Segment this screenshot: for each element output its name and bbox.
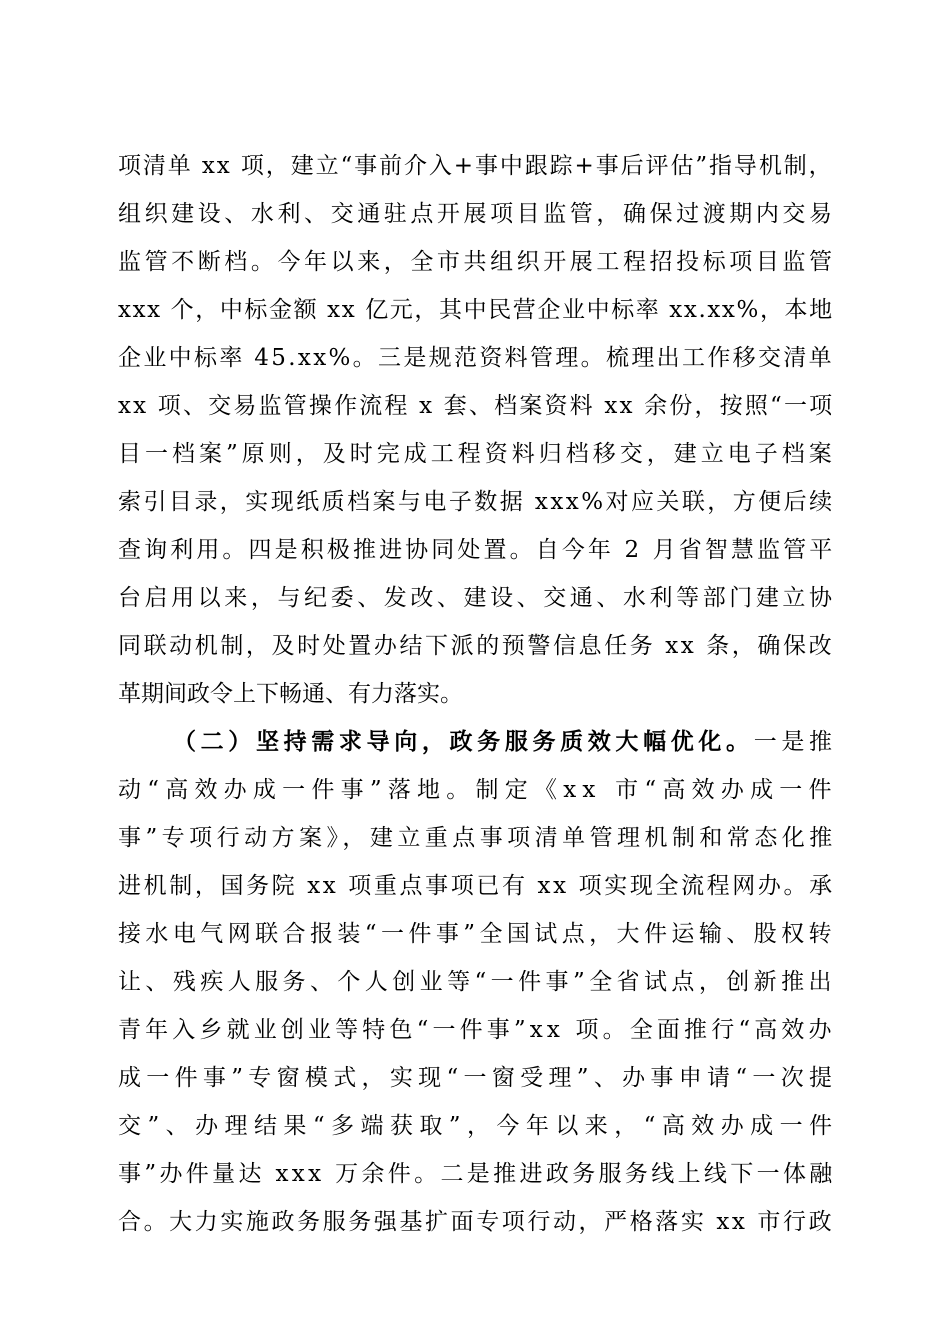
paragraph-line: 组织建设、水利、交通驻点开展项目监管，确保过渡期内交易 (118, 201, 836, 227)
paragraph-line: 事”办件量达 xxx 万余件。二是推进政务服务线上线下一体融 (118, 1161, 836, 1187)
paragraph-line: 交”、办理结果“多端获取”，今年以来，“高效办成一件 (118, 1113, 839, 1139)
paragraph-line: xx 项、交易监管操作流程 x 套、档案资料 xx 余份，按照“一项 (118, 393, 835, 419)
paragraph-line: 监管不断档。今年以来，全市共组织开展工程招投标项目监管 (118, 249, 836, 275)
paragraph-line: 接水电气网联合报装“一件事”全国试点，大件运输、股权转 (118, 921, 836, 947)
paragraph-line: 革期间政令上下畅通、有力落实。 (118, 681, 463, 707)
document-body (118, 142, 839, 1246)
paragraph-line: 进机制，国务院 xx 项重点事项已有 xx 项实现全流程网办。承 (118, 873, 835, 899)
paragraph-line: 同联动机制，及时处置办结下派的预警信息任务 xx 条，确保改 (118, 633, 835, 659)
paragraph-line: 动“高效办成一件事”落地。制定《xx 市“高效办成一件 (118, 777, 838, 803)
paragraph-line: 企业中标率 45.xx%。三是规范资料管理。梳理出工作移交清单 (118, 345, 835, 371)
paragraph-line: 查询利用。四是积极推进协同处置。自今年 2 月省智慧监管平 (118, 537, 836, 563)
paragraph-line: 索引目录，实现纸质档案与电子数据 xxx%对应关联，方便后续 (118, 489, 835, 515)
paragraph-line: 青年入乡就业创业等特色“一件事”xx 项。全面推行“高效办 (118, 1017, 836, 1043)
paragraph-line: 目一档案”原则，及时完成工程资料归档移交，建立电子档案 (118, 441, 836, 467)
paragraph-line: 让、残疾人服务、个人创业等“一件事”全省试点，创新推出 (118, 969, 836, 995)
paragraph-line: 台启用以来，与纪委、发改、建设、交通、水利等部门建立协 (118, 585, 836, 611)
paragraph-line: 事”专项行动方案》，建立重点事项清单管理机制和常态化推 (118, 825, 837, 851)
section-heading-line (118, 718, 837, 766)
heading-line-rest: 一是推 (753, 729, 837, 755)
paragraph-line: 合。大力实施政务服务强基扩面专项行动，严格落实 xx 市行政 (118, 1209, 835, 1235)
paragraph-line: 项清单 xx 项，建立“事前介入+事中跟踪+事后评估”指导机制， (118, 153, 834, 179)
paragraph-line: 成一件事”专窗模式，实现“一窗受理”、办事申请“一次提 (118, 1065, 838, 1091)
section-heading: （二）坚持需求导向，政务服务质效大幅优化。 (173, 728, 754, 755)
paragraph-line: xxx 个，中标金额 xx 亿元，其中民营企业中标率 xx.xx%，本地 (118, 297, 834, 323)
